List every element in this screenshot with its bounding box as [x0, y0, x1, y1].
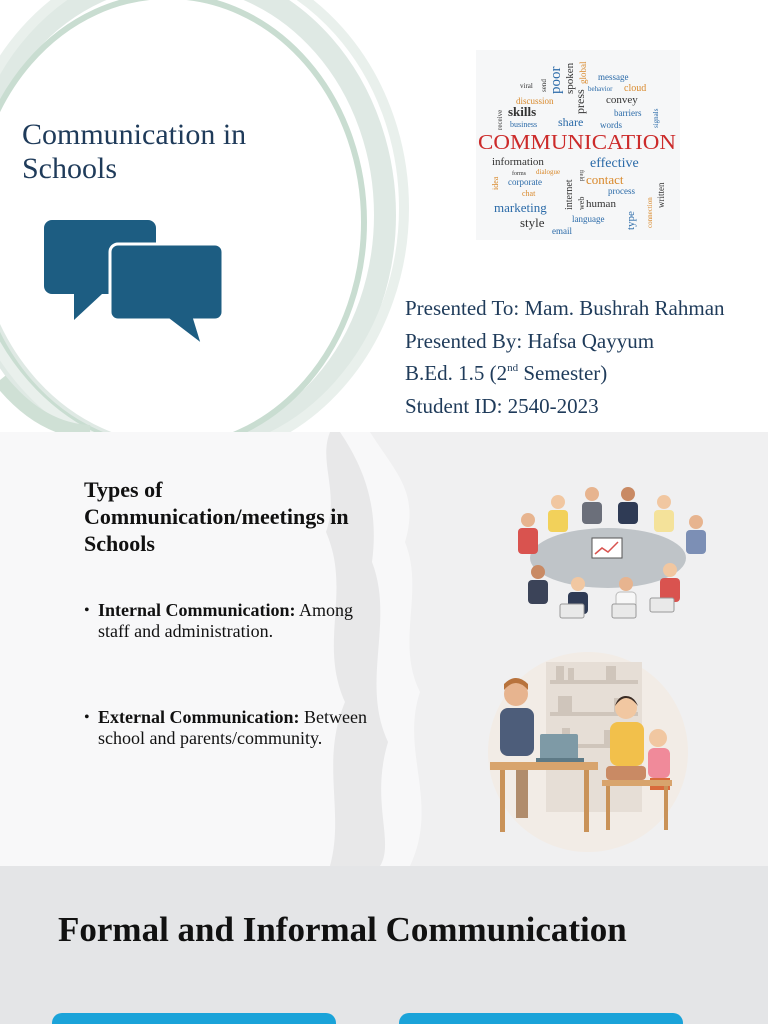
meeting-person-1 [518, 513, 538, 554]
presented-to: Presented To: Mam. Bushrah Rahman [405, 296, 725, 320]
wc-word: internet [564, 179, 575, 210]
bullet-bold: External Communication: [98, 707, 300, 727]
meeting-person-4 [618, 487, 638, 524]
wc-word: skills [508, 104, 537, 119]
wc-word: information [492, 156, 544, 168]
informal-box [399, 1013, 683, 1024]
wc-word: send [540, 79, 548, 92]
wc-word: COMMUNICATION [478, 130, 676, 154]
wc-word: business [510, 120, 538, 129]
wc-word: email [552, 226, 572, 236]
student-id: Student ID: 2540-2023 [405, 393, 599, 418]
meeting-person-3 [582, 487, 602, 524]
bullet-external [84, 707, 384, 749]
wc-word: barriers [614, 108, 642, 118]
team-meeting-illustration [500, 480, 715, 628]
wc-word: signals [652, 108, 660, 128]
presented-by: Presented By: Hafsa Qayyum [405, 328, 655, 353]
wc-word: corporate [508, 177, 542, 187]
bullet-text [98, 600, 384, 642]
slide-title [0, 0, 768, 432]
wc-word: field [578, 170, 584, 181]
wc-word: human [586, 198, 616, 210]
wc-word: idea [491, 176, 500, 190]
wc-word: forms [512, 171, 526, 177]
bullet-dot: • [84, 602, 90, 619]
wc-word: language [572, 214, 605, 224]
slide-title-text: Communication in Schools [22, 118, 247, 185]
program-line [405, 357, 765, 390]
bullet-text [98, 707, 384, 749]
wc-word: behavior [588, 85, 613, 93]
wc-word: message [598, 72, 629, 82]
wc-word: dialogue [536, 168, 561, 176]
wc-word: global [578, 61, 588, 84]
meeting-person-6 [686, 515, 706, 554]
chat-bubbles-icon [42, 214, 227, 349]
presenter-info [405, 292, 765, 422]
wc-word: spoken [564, 62, 576, 94]
program-superscript: nd [507, 362, 519, 374]
wc-word: discussion [516, 96, 554, 106]
meeting-person-5 [654, 495, 674, 532]
bullet-body: Between school and parents/community. [98, 707, 367, 748]
wc-word: web [577, 196, 586, 210]
meeting-person-2 [548, 495, 568, 532]
types-heading: Types of Communication/meetings in Schools [84, 477, 349, 556]
wc-word: share [558, 115, 584, 129]
wc-word: process [608, 186, 635, 196]
bullet-dot: • [84, 709, 90, 726]
formal-informal-heading: Formal and Informal Communication [58, 910, 627, 949]
wc-word: written [656, 182, 666, 208]
wc-word: chat [522, 189, 536, 198]
wc-word: cloud [624, 83, 647, 94]
slide-formal-informal [0, 866, 768, 1024]
communication-word-cloud [476, 50, 680, 240]
wc-word: style [520, 215, 545, 230]
wc-word: convey [606, 94, 638, 106]
program-suffix: Semester) [518, 361, 608, 385]
wc-word: words [600, 120, 622, 130]
formal-box [52, 1013, 336, 1024]
slide-types [0, 432, 768, 866]
wc-word: contact [586, 172, 624, 187]
wc-word: connection [646, 197, 654, 228]
wc-word: type [625, 211, 637, 230]
wc-word: receive [496, 109, 504, 130]
wc-word: press [573, 89, 587, 114]
wc-word: marketing [494, 200, 547, 215]
program-prefix: B.Ed. 1.5 (2 [405, 361, 508, 385]
bullet-internal [84, 600, 384, 642]
bullet-bold: Internal Communication: [98, 600, 296, 620]
wc-word: viral [520, 82, 533, 90]
wc-word: poor [548, 66, 564, 94]
wc-word: effective [590, 156, 639, 171]
bullet-body: Among staff and administration. [98, 600, 354, 641]
parent-teacher-illustration [486, 650, 691, 855]
